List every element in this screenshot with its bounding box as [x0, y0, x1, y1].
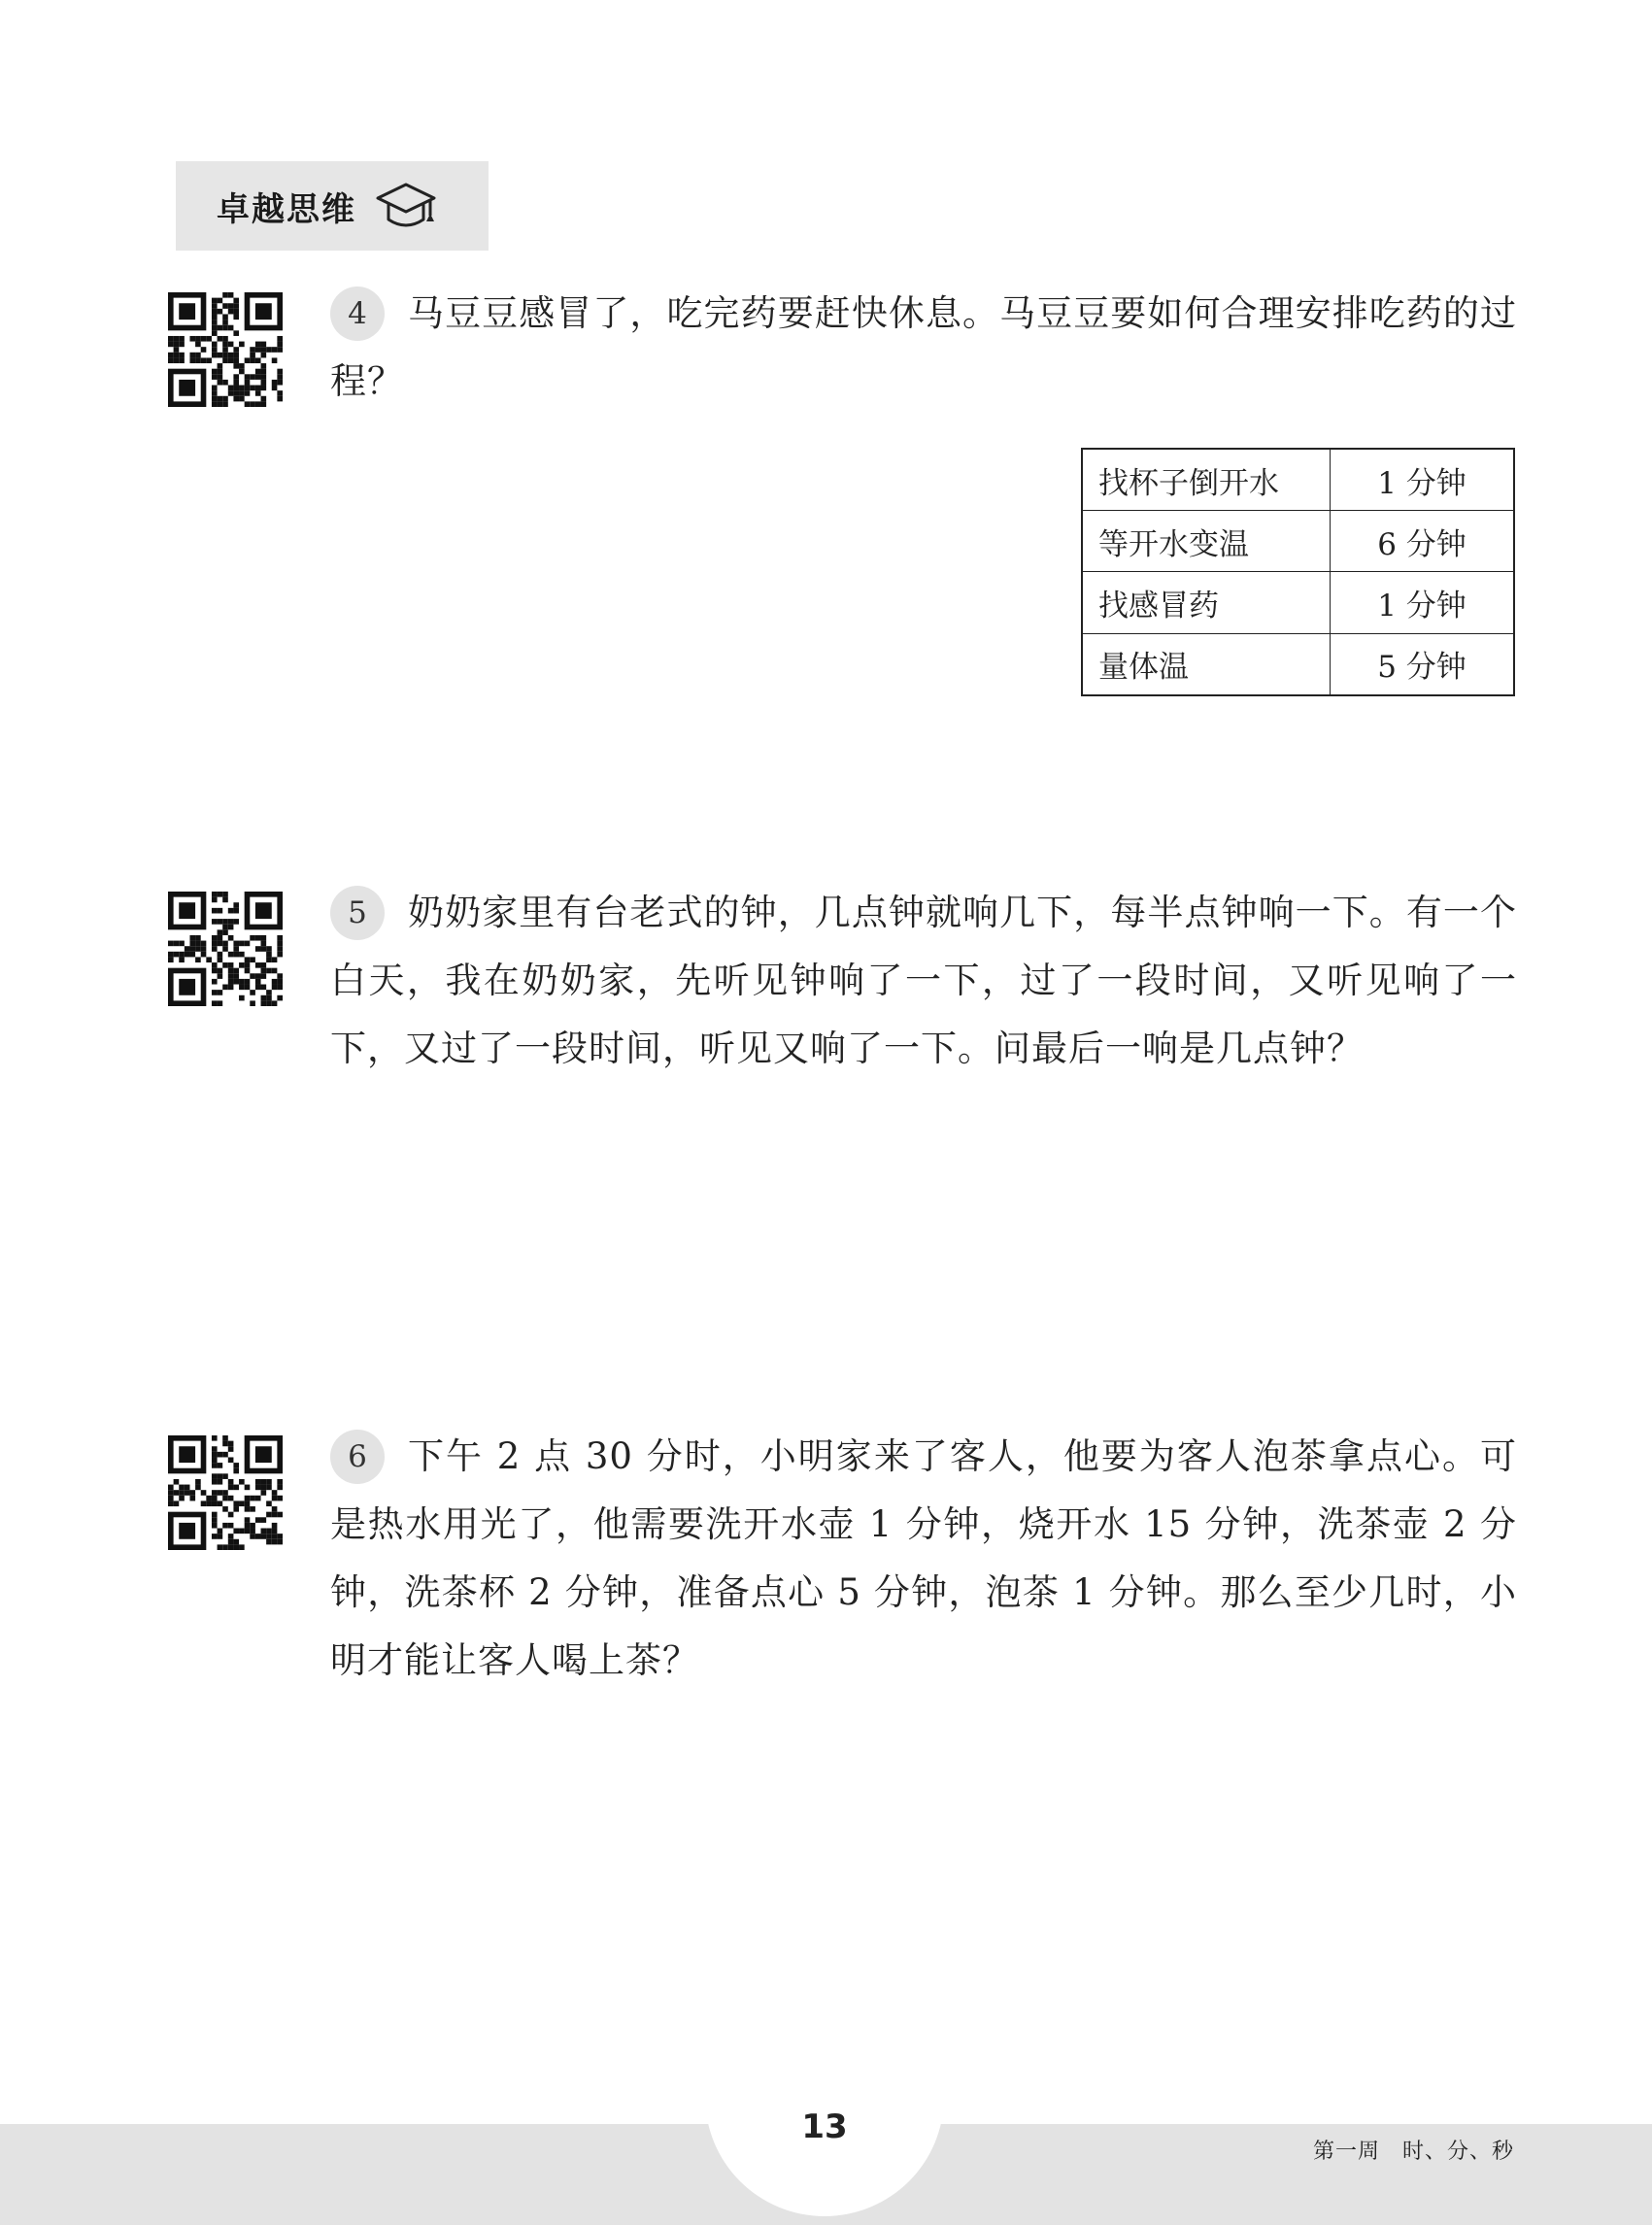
problem-5 — [330, 879, 1517, 1083]
problem-6 — [330, 1423, 1517, 1695]
table-row — [1082, 511, 1514, 572]
table-cell-duration: 5 分钟 — [1331, 633, 1515, 695]
table-cell-task: 找感冒药 — [1082, 572, 1331, 633]
table-row — [1082, 449, 1514, 511]
problem-4 — [330, 280, 1517, 416]
time-table — [1081, 448, 1515, 696]
section-header — [176, 161, 489, 251]
page-number: 13 — [801, 2107, 848, 2146]
table-cell-duration: 1 分钟 — [1331, 572, 1515, 633]
problem-number-badge: 5 — [330, 886, 385, 940]
qr-code-problem-5[interactable] — [168, 892, 283, 1006]
qr-code-problem-4[interactable] — [168, 292, 283, 407]
qr-code-problem-6[interactable] — [168, 1435, 283, 1550]
table-cell-task: 量体温 — [1082, 633, 1331, 695]
graduation-cap-icon — [374, 179, 438, 233]
table-cell-task: 等开水变温 — [1082, 511, 1331, 572]
problem-text: 下午 2 点 30 分时，小明家来了客人，他要为客人泡茶拿点心。可是热水用光了，他需要洗开水壶 1 分钟，烧开水 15 分钟，洗茶壶 2 分钟，洗茶杯 2 分钟，准备点心 5 分钟，泡茶 1 分钟。那么至少几时，小明才能让客人喝上茶？ — [330, 1435, 1517, 1681]
table-row — [1082, 572, 1514, 633]
table-row — [1082, 633, 1514, 695]
page-number-circle — [705, 1977, 944, 2216]
table-cell-duration: 1 分钟 — [1331, 449, 1515, 511]
table-cell-task: 找杯子倒开水 — [1082, 449, 1331, 511]
problem-number-badge: 6 — [330, 1430, 385, 1484]
table-cell-duration: 6 分钟 — [1331, 511, 1515, 572]
chapter-label: 第一周 时、分、秒 — [1312, 2140, 1514, 2164]
section-title: 卓越思维 — [217, 189, 356, 229]
problem-text: 奶奶家里有台老式的钟，几点钟就响几下，每半点钟响一下。有一个白天，我在奶奶家，先听见钟响了一下，过了一段时间，又听见响了一下，又过了一段时间，听见又响了一下。问最后一响是几点钟？ — [330, 892, 1517, 1069]
problem-number-badge: 4 — [330, 287, 385, 341]
problem-text: 马豆豆感冒了，吃完药要赶快休息。马豆豆要如何合理安排吃药的过程？ — [330, 292, 1517, 402]
